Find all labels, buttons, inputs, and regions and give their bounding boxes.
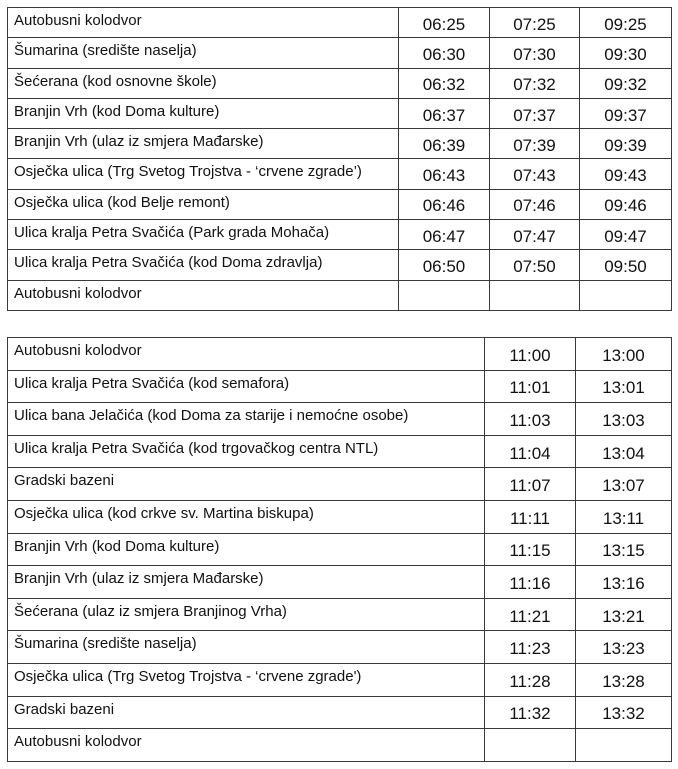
departure-time: 07:46	[490, 189, 580, 219]
timetable-row	[8, 68, 672, 98]
departure-time: 13:32	[576, 696, 672, 729]
timetable-row	[8, 280, 672, 310]
departure-time: 07:50	[490, 250, 580, 280]
departure-time: 09:25	[580, 8, 672, 38]
departure-time: 11:23	[485, 631, 576, 664]
stop-name: Ulica kralja Petra Svačića (kod Doma zdravlja)	[8, 250, 399, 280]
departure-time: 11:16	[485, 566, 576, 599]
departure-time	[580, 280, 672, 310]
departure-time: 11:15	[485, 533, 576, 566]
timetable-row	[8, 566, 672, 599]
stop-name: Gradski bazeni	[8, 468, 485, 501]
departure-time: 13:28	[576, 663, 672, 696]
departure-time: 09:50	[580, 250, 672, 280]
departure-time: 07:32	[490, 68, 580, 98]
timetable-row	[8, 159, 672, 189]
timetable-row	[8, 403, 672, 436]
timetable-row	[8, 220, 672, 250]
departure-time: 07:37	[490, 98, 580, 128]
timetable-row	[8, 189, 672, 219]
stop-name: Branjin Vrh (kod Doma kulture)	[8, 98, 399, 128]
stop-name: Šumarina (središte naselja)	[8, 631, 485, 664]
departure-time: 06:37	[399, 98, 490, 128]
departure-time: 13:23	[576, 631, 672, 664]
stop-name: Branjin Vrh (ulaz iz smjera Mađarske)	[8, 566, 485, 599]
departure-time: 13:11	[576, 500, 672, 533]
stop-name: Osječka ulica (kod crkve sv. Martina biskupa)	[8, 500, 485, 533]
departure-time: 09:43	[580, 159, 672, 189]
timetable-row	[8, 468, 672, 501]
stop-name: Ulica kralja Petra Svačića (kod trgovačkog centra NTL)	[8, 435, 485, 468]
departure-time: 07:39	[490, 129, 580, 159]
departure-time: 09:30	[580, 38, 672, 68]
stop-name: Ulica kralja Petra Svačića (kod semafora)	[8, 370, 485, 403]
departure-time: 13:01	[576, 370, 672, 403]
departure-time	[485, 729, 576, 762]
departure-time: 11:04	[485, 435, 576, 468]
departure-time: 09:39	[580, 129, 672, 159]
departure-time: 11:11	[485, 500, 576, 533]
timetable-row	[8, 598, 672, 631]
departure-time: 06:46	[399, 189, 490, 219]
timetable-row	[8, 696, 672, 729]
departure-time: 13:21	[576, 598, 672, 631]
stop-name: Šumarina (središte naselja)	[8, 38, 399, 68]
departure-time: 06:43	[399, 159, 490, 189]
departure-time: 13:04	[576, 435, 672, 468]
departure-time: 07:43	[490, 159, 580, 189]
departure-time: 06:25	[399, 8, 490, 38]
departure-time: 06:32	[399, 68, 490, 98]
departure-time: 09:32	[580, 68, 672, 98]
departure-time: 07:47	[490, 220, 580, 250]
timetable-row	[8, 729, 672, 762]
timetable-row	[8, 338, 672, 371]
stop-name: Ulica kralja Petra Svačića (Park grada Mohača)	[8, 220, 399, 250]
timetable-row	[8, 533, 672, 566]
timetable-row	[8, 38, 672, 68]
departure-time: 13:03	[576, 403, 672, 436]
departure-time	[399, 280, 490, 310]
departure-time: 09:46	[580, 189, 672, 219]
stop-name: Šećerana (kod osnovne škole)	[8, 68, 399, 98]
departure-time: 06:50	[399, 250, 490, 280]
departure-time: 06:30	[399, 38, 490, 68]
departure-time: 11:07	[485, 468, 576, 501]
departure-time	[490, 280, 580, 310]
departure-time: 13:07	[576, 468, 672, 501]
stop-name: Osječka ulica (Trg Svetog Trojstva - ‘crvene zgrade')	[8, 663, 485, 696]
departure-time: 11:28	[485, 663, 576, 696]
stop-name: Autobusni kolodvor	[8, 280, 399, 310]
departure-time	[576, 729, 672, 762]
departure-time: 11:00	[485, 338, 576, 371]
departure-time: 11:21	[485, 598, 576, 631]
stop-name: Branjin Vrh (kod Doma kulture)	[8, 533, 485, 566]
stop-name: Ulica bana Jelačića (kod Doma za starije i nemoćne osobe)	[8, 403, 485, 436]
stop-name: Gradski bazeni	[8, 696, 485, 729]
departure-time: 07:30	[490, 38, 580, 68]
timetable-row	[8, 631, 672, 664]
stop-name: Osječka ulica (Trg Svetog Trojstva - ‘crvene zgrade’)	[8, 159, 399, 189]
stop-name: Autobusni kolodvor	[8, 8, 399, 38]
departure-time: 13:00	[576, 338, 672, 371]
timetable-row	[8, 8, 672, 38]
timetable-row	[8, 663, 672, 696]
departure-time: 11:03	[485, 403, 576, 436]
departure-time: 09:37	[580, 98, 672, 128]
stop-name: Autobusni kolodvor	[8, 729, 485, 762]
timetable-row	[8, 500, 672, 533]
departure-time: 07:25	[490, 8, 580, 38]
timetable-row	[8, 250, 672, 280]
departure-time: 06:47	[399, 220, 490, 250]
departure-time: 13:15	[576, 533, 672, 566]
timetable-row	[8, 98, 672, 128]
timetable-row	[8, 435, 672, 468]
departure-time: 13:16	[576, 566, 672, 599]
stop-name: Osječka ulica (kod Belje remont)	[8, 189, 399, 219]
departure-time: 09:47	[580, 220, 672, 250]
timetable-midday	[7, 337, 672, 762]
timetable-row	[8, 370, 672, 403]
departure-time: 06:39	[399, 129, 490, 159]
departure-time: 11:32	[485, 696, 576, 729]
timetable-morning	[7, 7, 672, 311]
stop-name: Autobusni kolodvor	[8, 338, 485, 371]
stop-name: Branjin Vrh (ulaz iz smjera Mađarske)	[8, 129, 399, 159]
departure-time: 11:01	[485, 370, 576, 403]
stop-name: Šećerana (ulaz iz smjera Branjinog Vrha)	[8, 598, 485, 631]
timetable-row	[8, 129, 672, 159]
